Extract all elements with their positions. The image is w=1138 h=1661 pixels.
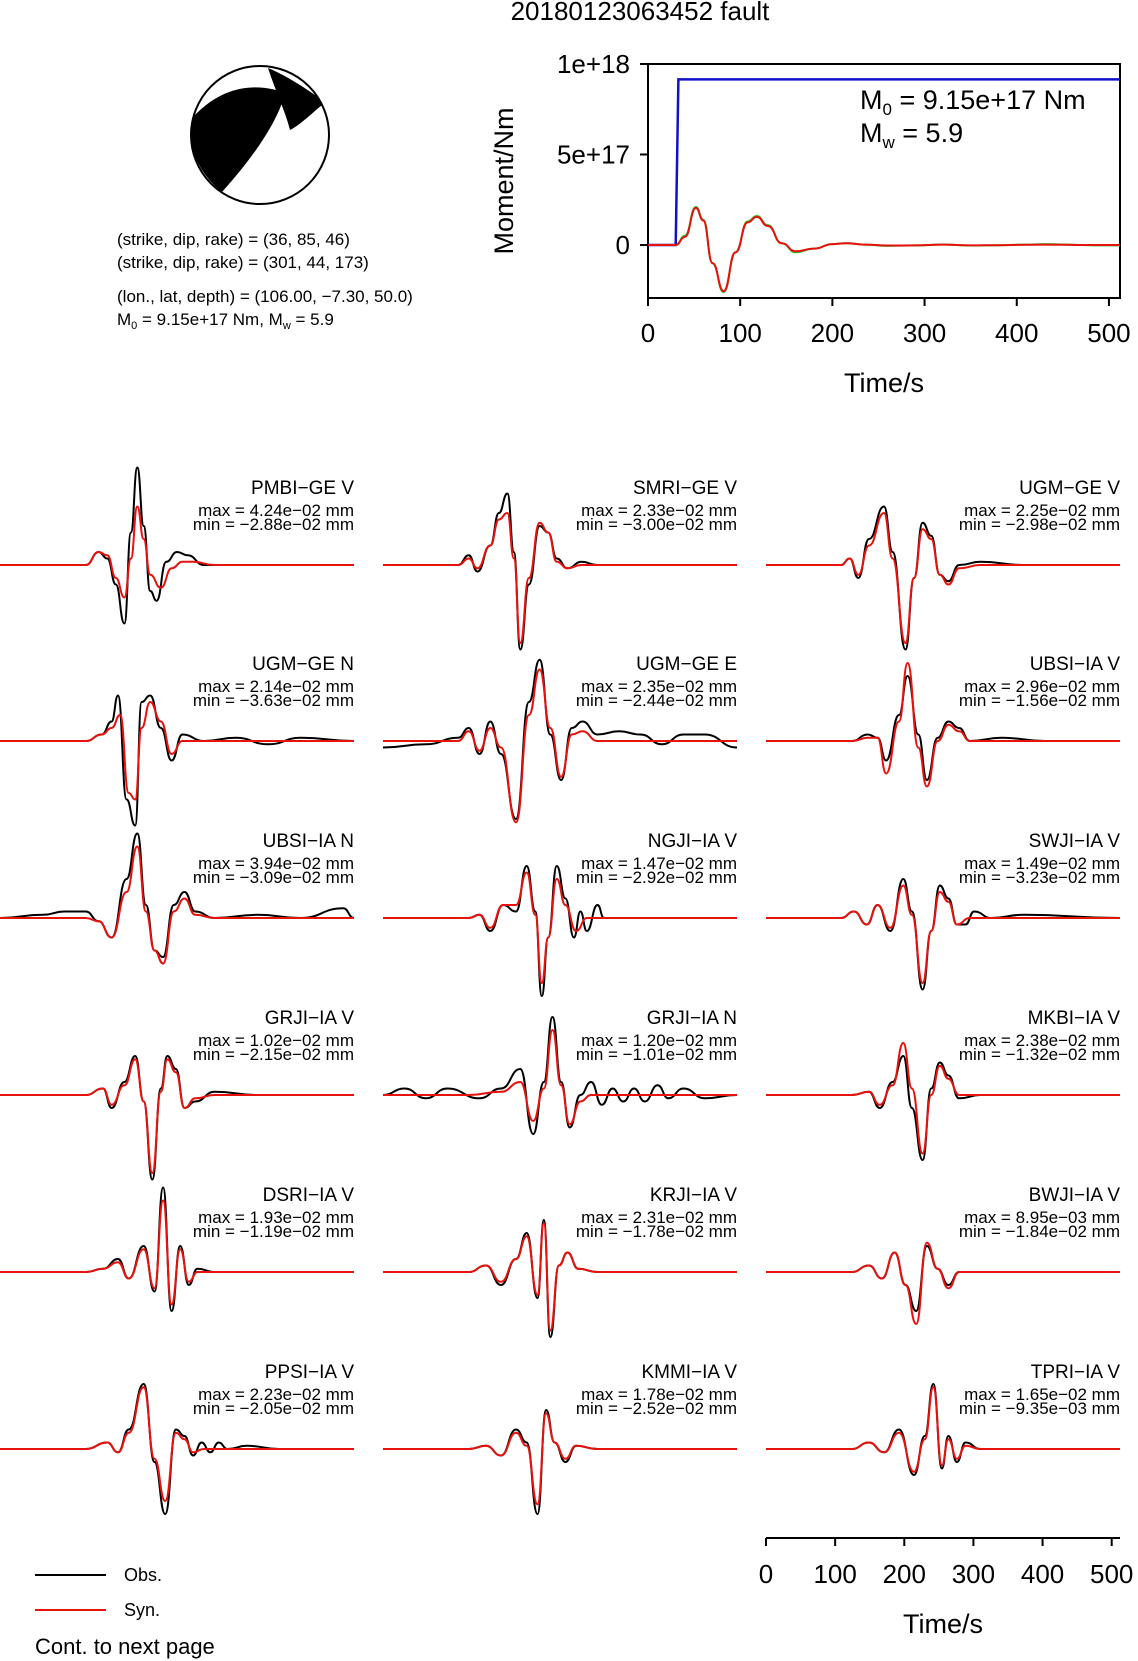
station-label: GRJI−IA V <box>264 1008 354 1029</box>
waveform-panel <box>766 1008 1120 1160</box>
station-min: min = −3.09e−02 mm <box>192 868 354 887</box>
mechanism-m0-line: $M_0 = 9.15e+17$ Nm, $M_w = 5.9$ <box>117 310 334 332</box>
station-min: min = −9.35e−03 mm <box>958 1399 1120 1418</box>
moment-xtick-label: 300 <box>902 318 947 348</box>
station-min: min = −3.23e−02 mm <box>958 868 1120 887</box>
waveform-xtick-label: 500 <box>1090 1559 1134 1589</box>
focal-mechanism-beachball <box>191 66 329 204</box>
mechanism-line-2: (strike, dip, rake) = (301, 44, 173) <box>117 253 369 272</box>
waveform-xtick-label: 300 <box>951 1559 996 1589</box>
moment-plot <box>489 49 1131 398</box>
station-min: min = −1.78e−02 mm <box>575 1222 737 1241</box>
station-label: BWJI−IA V <box>1028 1185 1120 1206</box>
moment-ytick-label: 5e+17 <box>556 139 630 170</box>
observed-trace <box>0 1188 354 1312</box>
station-max: max = 1.78e−02 mm <box>581 1385 737 1404</box>
waveform-panel <box>766 478 1120 650</box>
station-max: max = 1.93e−02 mm <box>198 1208 354 1227</box>
station-max: max = 2.31e−02 mm <box>581 1208 737 1227</box>
station-max: max = 1.02e−02 mm <box>198 1031 354 1050</box>
station-max: max = 1.49e−02 mm <box>964 854 1120 873</box>
station-max: max = 2.35e−02 mm <box>581 677 737 696</box>
station-label: PPSI−IA V <box>264 1362 354 1383</box>
station-label: SWJI−IA V <box>1028 831 1120 852</box>
waveform-panel <box>0 1008 354 1180</box>
moment-ylabel: Moment/Nm <box>489 107 519 255</box>
waveform-panel <box>0 654 354 826</box>
station-label: GRJI−IA N <box>646 1008 737 1029</box>
moment-xtick-label: 500 <box>1087 318 1131 348</box>
station-max: max = 2.96e−02 mm <box>964 677 1120 696</box>
waveform-panel <box>766 831 1120 990</box>
waveform-panel <box>383 831 737 996</box>
waveform-panel <box>0 831 354 964</box>
moment-rate-red-curve <box>648 208 1120 291</box>
station-label: KMMI−IA V <box>641 1362 737 1383</box>
observed-trace <box>0 696 354 826</box>
synthetic-trace <box>0 1059 354 1173</box>
moment-ytick-label: 0 <box>615 230 630 260</box>
station-label: KRJI−IA V <box>649 1185 737 1206</box>
station-max: max = 3.94e−02 mm <box>198 854 354 873</box>
moment-xtick-label: 100 <box>718 318 762 348</box>
moment-ytick-label: 1e+18 <box>556 49 630 79</box>
waveform-grid <box>0 468 1120 1515</box>
station-min: min = −1.19e−02 mm <box>192 1222 354 1241</box>
legend-syn-label: Syn. <box>124 1600 161 1620</box>
legend <box>35 1565 162 1620</box>
moment-xlabel: Time/s <box>844 368 924 398</box>
station-max: max = 4.24e−02 mm <box>198 501 354 520</box>
station-label: NGJI−IA V <box>647 831 737 852</box>
waveform-xtick-label: 0 <box>758 1559 774 1589</box>
observed-trace <box>383 1410 737 1514</box>
synthetic-trace <box>766 1243 1120 1324</box>
station-max: max = 2.38e−02 mm <box>964 1031 1120 1050</box>
station-min: min = −2.98e−02 mm <box>958 515 1120 534</box>
waveform-panel <box>383 1185 737 1337</box>
station-max: max = 2.33e−02 mm <box>581 501 737 520</box>
moment-legend-m0: $M_0 = 9.15e+17$ Nm <box>860 85 1086 119</box>
station-max: max = 2.14e−02 mm <box>198 677 354 696</box>
waveform-panel <box>766 654 1120 787</box>
synthetic-trace <box>766 886 1120 984</box>
station-min: min = −3.63e−02 mm <box>192 691 354 710</box>
station-label: UGM−GE N <box>252 654 354 675</box>
station-max: max = 2.23e−02 mm <box>198 1385 354 1404</box>
station-min: min = −2.52e−02 mm <box>575 1399 737 1418</box>
station-max: max = 1.47e−02 mm <box>581 854 737 873</box>
station-min: min = −2.15e−02 mm <box>192 1045 354 1064</box>
station-min: min = −2.92e−02 mm <box>575 868 737 887</box>
mechanism-line-1: (strike, dip, rake) = (36, 85, 46) <box>117 230 350 249</box>
synthetic-trace <box>383 1413 737 1504</box>
figure-title: 20180123063452 fault <box>510 0 770 26</box>
mechanism-line-3: (lon., lat, depth) = (106.00, −7.30, 50.0) <box>117 287 413 306</box>
station-label: UGM−GE E <box>636 654 737 675</box>
station-label: MKBI−IA V <box>1027 1008 1120 1029</box>
mechanism-info <box>117 230 413 332</box>
station-max: max = 8.95e−03 mm <box>964 1208 1120 1227</box>
moment-legend-mw: $M_w = 5.9$ <box>860 118 964 152</box>
waveform-panel <box>766 1185 1120 1324</box>
waveform-panel <box>383 1362 737 1514</box>
station-min: min = −3.00e−02 mm <box>575 515 737 534</box>
waveform-xlabel: Time/s <box>903 1609 983 1639</box>
waveform-panel <box>383 478 737 650</box>
station-max: max = 1.65e−02 mm <box>964 1385 1120 1404</box>
waveform-xtick-label: 200 <box>882 1559 926 1589</box>
station-label: UBSI−IA N <box>262 831 354 852</box>
observed-trace <box>0 834 354 958</box>
station-label: TPRI−IA V <box>1030 1362 1120 1383</box>
station-label: UBSI−IA V <box>1029 654 1120 675</box>
waveform-panel <box>0 468 354 624</box>
station-min: min = −2.05e−02 mm <box>192 1399 354 1418</box>
station-label: SMRI−GE V <box>633 478 737 499</box>
legend-obs-label: Obs. <box>124 1565 163 1585</box>
waveform-panel <box>766 1362 1120 1475</box>
moment-xtick-label: 200 <box>810 318 855 348</box>
station-min: min = −1.84e−02 mm <box>958 1222 1120 1241</box>
waveform-panel <box>383 654 737 822</box>
station-min: min = −1.32e−02 mm <box>958 1045 1120 1064</box>
station-label: DSRI−IA V <box>262 1185 354 1206</box>
waveform-xtick-label: 400 <box>1020 1559 1065 1589</box>
station-max: max = 1.20e−02 mm <box>581 1031 737 1050</box>
station-min: min = −2.88e−02 mm <box>192 515 354 534</box>
synthetic-trace <box>383 873 737 984</box>
station-label: UGM−GE V <box>1019 478 1120 499</box>
station-max: max = 2.25e−02 mm <box>964 501 1120 520</box>
waveform-time-axis <box>759 1538 1134 1639</box>
waveform-xtick-label: 100 <box>813 1559 857 1589</box>
waveform-panel <box>0 1185 354 1311</box>
waveform-panel <box>0 1362 354 1514</box>
footer-note: Cont. to next page <box>35 1634 215 1659</box>
station-label: PMBI−GE V <box>251 478 354 499</box>
moment-xtick-label: 400 <box>995 318 1039 348</box>
station-min: min = −2.44e−02 mm <box>575 691 737 710</box>
station-min: min = −1.01e−02 mm <box>575 1045 737 1064</box>
station-min: min = −1.56e−02 mm <box>958 691 1120 710</box>
waveform-panel <box>383 1008 737 1134</box>
moment-xtick-label: 0 <box>640 318 656 348</box>
